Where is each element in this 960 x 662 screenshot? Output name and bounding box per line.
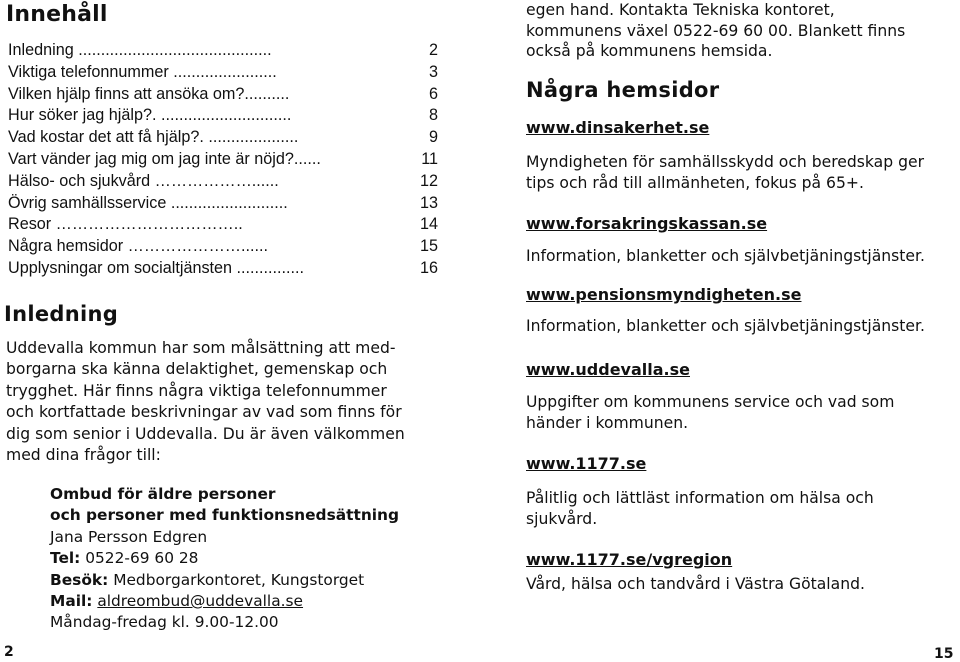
text-line: sjukvård.: [526, 509, 598, 528]
websites-heading: Några hemsidor: [526, 78, 720, 102]
contact-block: [50, 484, 430, 634]
website-link[interactable]: www.dinsakerhet.se: [526, 118, 710, 137]
toc-entry-page: 16: [419, 258, 438, 277]
toc-entry-title: Inledning ...........................................: [8, 41, 272, 59]
intro-line: och kortfattade beskrivningar av vad som finns för: [6, 403, 402, 422]
toc-row[interactable]: [8, 171, 438, 193]
toc-row[interactable]: [8, 149, 438, 171]
toc-entry-title: Vad kostar det att få hjälp?. ....................: [8, 128, 299, 147]
website-description: [526, 246, 956, 267]
toc-entry-title: Vart vänder jag mig om jag inte är nöjd?......: [8, 149, 321, 168]
intro-line: Uddevalla kommun har som målsättning att med-: [6, 339, 396, 357]
website-description: [526, 316, 956, 337]
toc-title: Innehåll: [6, 2, 108, 27]
toc-entry-title: Resor ……………………………..: [8, 215, 243, 234]
toc-entry-title: Upplysningar om socialtjänsten ...............: [8, 258, 304, 277]
toc-row[interactable]: [8, 84, 438, 106]
contact-name: Jana Persson Edgren: [50, 527, 208, 546]
page-number: 2: [4, 644, 14, 660]
table-of-contents: [8, 40, 438, 280]
toc-row[interactable]: [8, 214, 438, 236]
text-line: tips och råd till allmänheten, fokus på 65+.: [526, 173, 864, 192]
intro-paragraph: [6, 338, 438, 466]
visit-label: Besök:: [50, 570, 109, 589]
contact-mail: [50, 591, 430, 612]
toc-entry-title: Övrig samhällsservice ..........................: [8, 193, 288, 212]
text-line: Vård, hälsa och tandvård i Västra Götaland.: [526, 575, 865, 593]
text-line: Information, blanketter och självbetjäningstjänster.: [526, 247, 925, 265]
visit-address: Medborgarkontoret, Kungstorget: [108, 570, 365, 589]
text-line: händer i kommunen.: [526, 413, 689, 432]
website-description: [526, 488, 956, 529]
contact-hours: Måndag-fredag kl. 9.00-12.00: [50, 613, 279, 632]
toc-entry-title: Hur söker jag hjälp?. .............................: [8, 106, 292, 125]
text-line: Information, blanketter och självbetjäningstjänster.: [526, 317, 925, 335]
phone-label: Tel:: [50, 549, 81, 568]
website-link[interactable]: www.pensionsmyndigheten.se: [526, 285, 802, 304]
toc-entry-page: 9: [428, 128, 438, 147]
toc-entry-page: 12: [419, 171, 438, 190]
toc-entry-page: 14: [419, 215, 438, 234]
intro-line: med dina frågor till:: [6, 446, 161, 465]
intro-line: borgarna ska känna delaktighet, gemenskap och: [6, 360, 388, 379]
toc-entry-page: 3: [428, 62, 438, 81]
intro-line: trygghet. Här finns några viktiga telefonnummer: [6, 381, 387, 400]
intro-heading: Inledning: [4, 302, 119, 326]
toc-entry-title: Hälso- och sjukvård ………………......: [8, 171, 279, 190]
website-description: [526, 392, 956, 433]
contact-visit: [50, 570, 430, 591]
page-number: 15: [934, 646, 954, 662]
toc-entry-title: Några hemsidor …………………......: [8, 237, 268, 256]
website-description: [526, 152, 956, 193]
website-description: [526, 574, 956, 595]
toc-row[interactable]: [8, 258, 438, 280]
contact-title: Ombud för äldre personer: [50, 485, 276, 503]
toc-entry-page: 6: [428, 84, 438, 103]
contact-phone: [50, 548, 430, 569]
toc-entry-title: Viktiga telefonnummer .......................: [8, 62, 277, 81]
toc-row[interactable]: [8, 236, 438, 258]
intro-line: dig som senior i Uddevalla. Du är även välkommen: [6, 424, 405, 443]
text-line: egen hand. Kontakta Tekniska kontoret,: [526, 1, 835, 19]
toc-entry-page: 13: [419, 193, 438, 212]
toc-row[interactable]: [8, 127, 438, 149]
text-line: Myndigheten för samhällsskydd och beredskap ger: [526, 153, 924, 171]
website-link[interactable]: www.1177.se: [526, 454, 647, 473]
toc-row[interactable]: [8, 40, 438, 62]
toc-entry-page: 8: [428, 106, 438, 125]
toc-entry-title: Vilken hjälp finns att ansöka om?..........: [8, 84, 290, 103]
continued-paragraph: [526, 0, 956, 62]
toc-row[interactable]: [8, 105, 438, 127]
toc-row[interactable]: [8, 62, 438, 84]
text-line: Pålitlig och lättläst information om hälsa och: [526, 489, 874, 507]
text-line: kommunens växel 0522-69 60 00. Blankett finns: [526, 21, 906, 40]
phone-number: 0522-69 60 28: [80, 549, 199, 568]
mail-label: Mail:: [50, 592, 93, 611]
right-page: [480, 0, 960, 662]
contact-title: och personer med funktionsnedsättning: [50, 506, 400, 525]
text-line: Uppgifter om kommunens service och vad som: [526, 393, 895, 411]
toc-entry-page: 15: [419, 237, 438, 256]
website-link[interactable]: www.uddevalla.se: [526, 360, 690, 379]
text-line: också på kommunens hemsida.: [526, 42, 773, 61]
mail-link[interactable]: aldreombud@uddevalla.se: [97, 592, 304, 611]
toc-entry-page: 2: [428, 41, 438, 59]
toc-row[interactable]: [8, 193, 438, 215]
toc-entry-page: 11: [421, 149, 438, 168]
website-link[interactable]: www.1177.se/vgregion: [526, 550, 733, 569]
website-link[interactable]: www.forsakringskassan.se: [526, 214, 768, 233]
